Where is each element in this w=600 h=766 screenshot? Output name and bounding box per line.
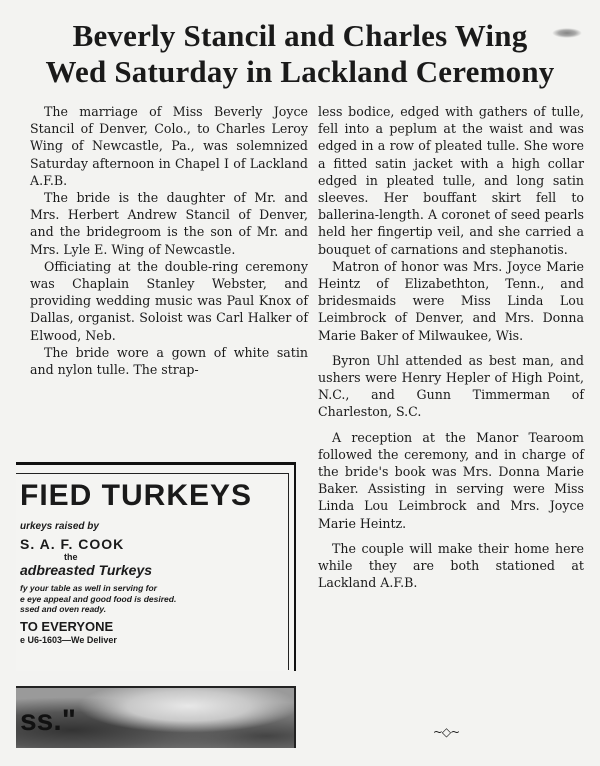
- paragraph-officiating: Officiating at the double-ring ceremony was Chaplain Stanley Webster, and providing wedding music was Paul Knox of Dallas, organist. Soloist was Carl Halker of Elwood, Neb.: [30, 258, 308, 343]
- end-ornament: ~◇~: [432, 725, 460, 739]
- ad-title: FIED TURKEYS: [20, 479, 253, 512]
- paragraph-ushers: Byron Uhl attended as best man, and ushers were Henry Hepler of High Point, N.C., and Gunn Timmerman of Charleston, S.C.: [318, 352, 584, 420]
- paragraph-bodice: less bodice, edged with gathers of tulle, fell into a peplum at the waist and was edged in a row of pleated tulle. She wore a fitted satin jacket with a high collar edged in pleated tulle, and long satin sleeves. Her bouffant skirt fell to ballerina-length. A coronet of seed pearls held her fingertip veil, and she carried a bouquet of carnations and stephanotis.: [318, 104, 584, 257]
- ad-line-everyone: TO EVERYONE: [20, 619, 114, 634]
- paragraph-parents: The bride is the daughter of Mr. and Mrs. Herbert Andrew Stancil of Denver, and the bridegroom is the son of Mr. and Mrs. Lyle E. Wing of Newcastle.: [30, 190, 308, 257]
- article-headline: [20, 18, 580, 90]
- photo-fragment: [16, 686, 296, 748]
- ad-line-appeal: e eye appeal and good food is desired.: [20, 594, 177, 604]
- paragraph-reception: A reception at the Manor Tearoom followed the ceremony, and in charge of the bride's book was Mrs. Donna Marie Baker. Assisting in serving were Miss Linda Lou Leimbrock and Mrs. Joyce Marie Heintz.: [318, 429, 584, 531]
- photo-text-fragment: ss.": [20, 704, 76, 737]
- ad-line-farm-name: S. A. F. COOK: [20, 536, 125, 552]
- paragraph-gown: The bride wore a gown of white satin and nylon tulle. The strap-: [30, 344, 308, 378]
- ad-line-oven-ready: ssed and oven ready.: [20, 604, 107, 614]
- headline-line-2: Wed Saturday in Lackland Ceremony: [45, 54, 555, 89]
- ink-smudge: [552, 28, 582, 38]
- turkey-advertisement: [16, 462, 296, 671]
- article-column-left: [30, 103, 308, 378]
- ad-line-serving: fy your table as well in serving for: [20, 583, 157, 593]
- ad-line-breed: adbreasted Turkeys: [20, 562, 153, 578]
- paragraph-home: The couple will make their home here while they are both stationed at Lackland A.F.B.: [318, 540, 584, 591]
- ad-line-phone: e U6-1603—We Deliver: [20, 635, 117, 645]
- paragraph-marriage: The marriage of Miss Beverly Joyce Stancil of Denver, Colo., to Charles Leroy Wing of Newcastle, Pa., was solemnized Saturday afternoon in Chapel I of Lackland A.F.B.: [30, 104, 308, 188]
- headline-line-1: Beverly Stancil and Charles Wing: [72, 18, 528, 53]
- ad-line-raised-by: urkeys raised by: [20, 521, 99, 532]
- article-column-right: [318, 103, 584, 591]
- paragraph-attendants: Matron of honor was Mrs. Joyce Marie Heintz of Elizabethton, Tenn., and bridesmaids were Miss Linda Lou Leimbrock of Denver, and Mrs. Donna Marie Baker of Milwaukee, Wis.: [318, 258, 584, 343]
- ad-line-the: the: [64, 552, 78, 562]
